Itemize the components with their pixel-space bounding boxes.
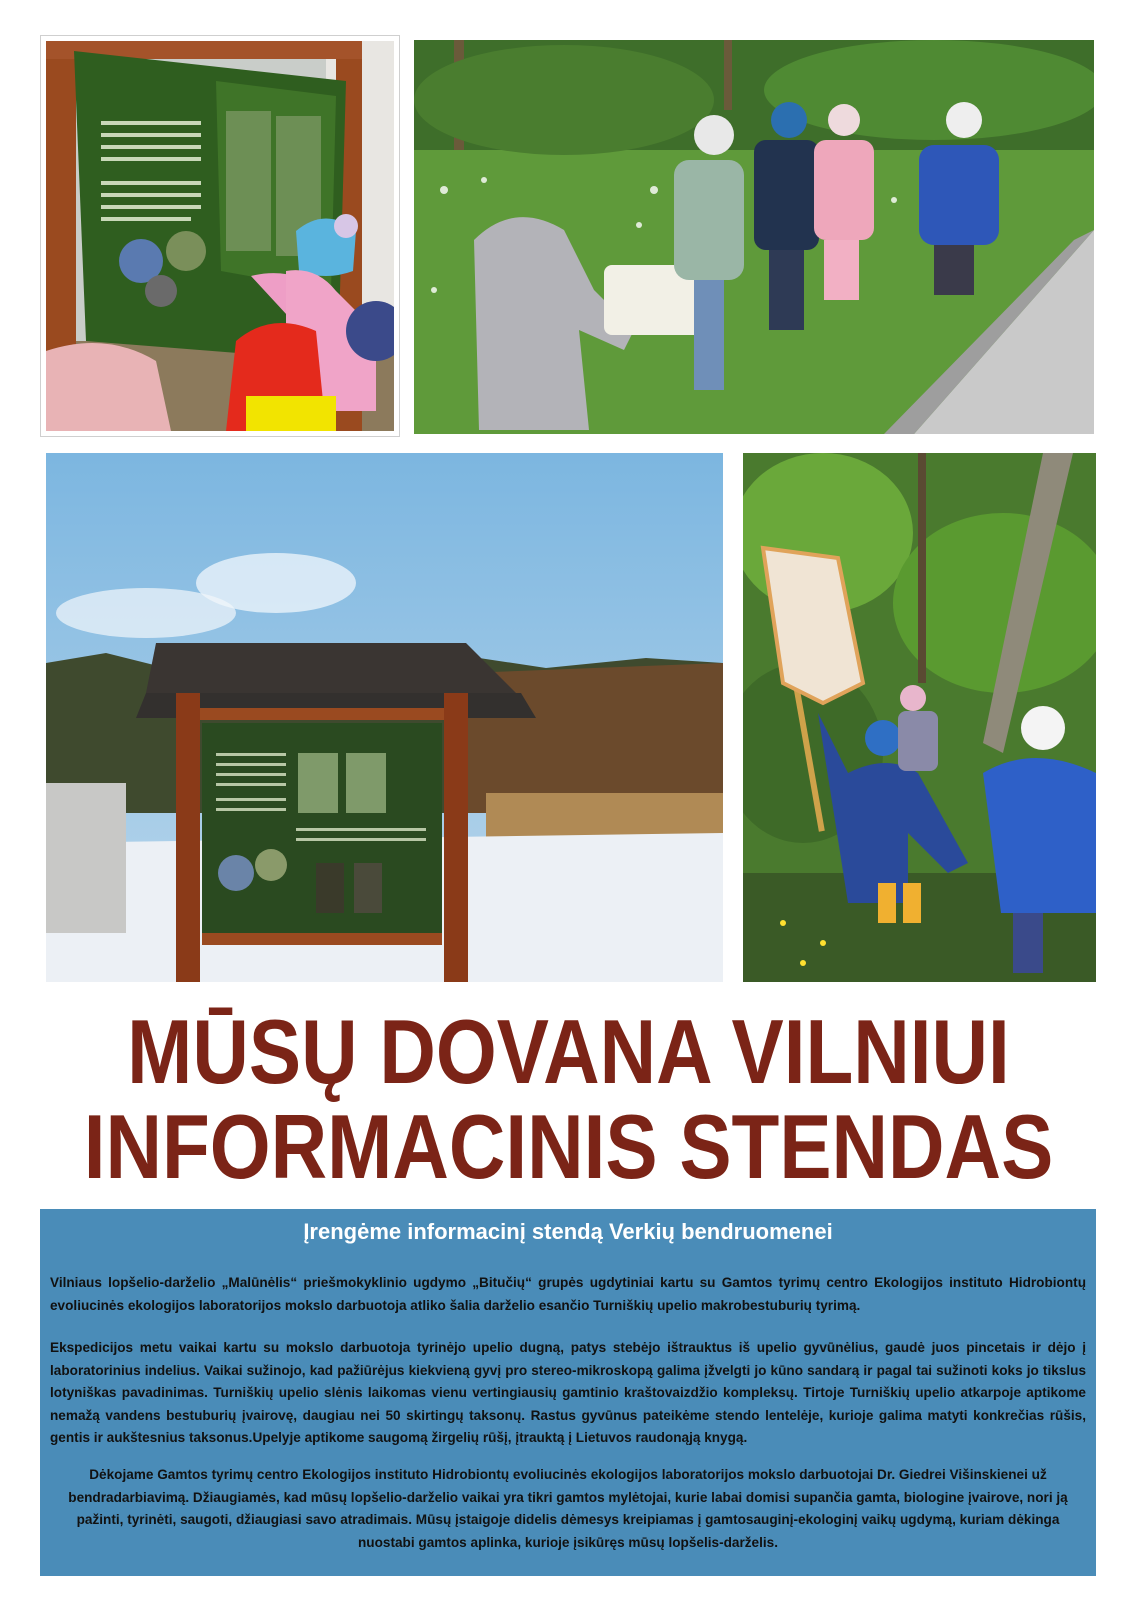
article-panel bbox=[40, 1209, 1096, 1576]
photo-kids-with-net bbox=[743, 453, 1096, 982]
photo-stand-closeup bbox=[41, 36, 399, 436]
photo-kids-in-grass bbox=[414, 40, 1094, 434]
article-paragraph-2: Ekspedicijos metu vaikai kartu su mokslo darbuotoja tyrinėjo upelio dugną, patys stebėjo ištrauktus iš upelio gyvūnėlius, gaudė juos pincetais ir dėjo į laboratorinius indelius. Vaikai sužinojo, kad pažiūrėjus kiekvieną gyvį pro stereo-mikroskopą galima įžvelgti jo kūno sandarą ir pagal tai sužinoti koks jo tikslus lotyniškas pavadinimas. Turniškių upelio slėnis laikomas vienu vertingiausių gamtinio kraštovaizdžio kompleksų. Tirtoje Turniškių upelio atkarpoje aptikome nemažą vandens bestuburių įvairovę, daugiau nei 50 skirtingų taksonų. Rastus gyvūnus pateikėme stendo lentelėje, kurioje galima matyti konkrečias rūšis, gentis ir aukštesnius taksonus.Upelyje aptikome saugomą žirgelių rūšį, įtrauktą į Lietuvos raudonąją knygą. bbox=[50, 1340, 1086, 1445]
article-subtitle: Įrengėme informacinį stendą Verkių bendruomenei bbox=[303, 1219, 833, 1244]
photo-stand-winter bbox=[46, 453, 723, 982]
headline-line-1: MŪSŲ DOVANA VILNIUI bbox=[127, 1002, 1010, 1103]
article-paragraph-1: Vilniaus lopšelio-darželio „Malūnėlis“ priešmokyklinio ugdymo „Bitučių“ grupės ugdytiniai kartu su Gamtos tyrimų centro Ekologijos instituto Hidrobiontų evoliucinės ekologijos laboratorijos mokslo darbuotoja atliko šalia darželio esančio Turniškių upelio makrobestuburių tyrimą. bbox=[50, 1275, 1086, 1313]
article-paragraph-3: Dėkojame Gamtos tyrimų centro Ekologijos instituto Hidrobiontų evoliucinės ekologijos laboratorijos mokslo darbuotojai Dr. Giedrei Višinskienei už bendradarbiavimą. Džiaugiamės, kad mūsų lopšelio-darželio vaikai yra tikri gamtos mylėtojai, kurie labai domisi supančia gamta, biologine įvairove, nori ją pažinti, tyrinėti, saugoti, džiaugiasi savo atradimais. Mūsų įstaigoje didelis dėmesys kreipiamas į gamtosauginį-ekologinį vaikų ugdymą, kuriam dėkinga nuostabi gamtos aplinka, kurioje įsikūręs mūsų lopšelis-darželis. bbox=[68, 1467, 1068, 1550]
headline-line-2: INFORMACINIS STENDAS bbox=[83, 1097, 1054, 1198]
